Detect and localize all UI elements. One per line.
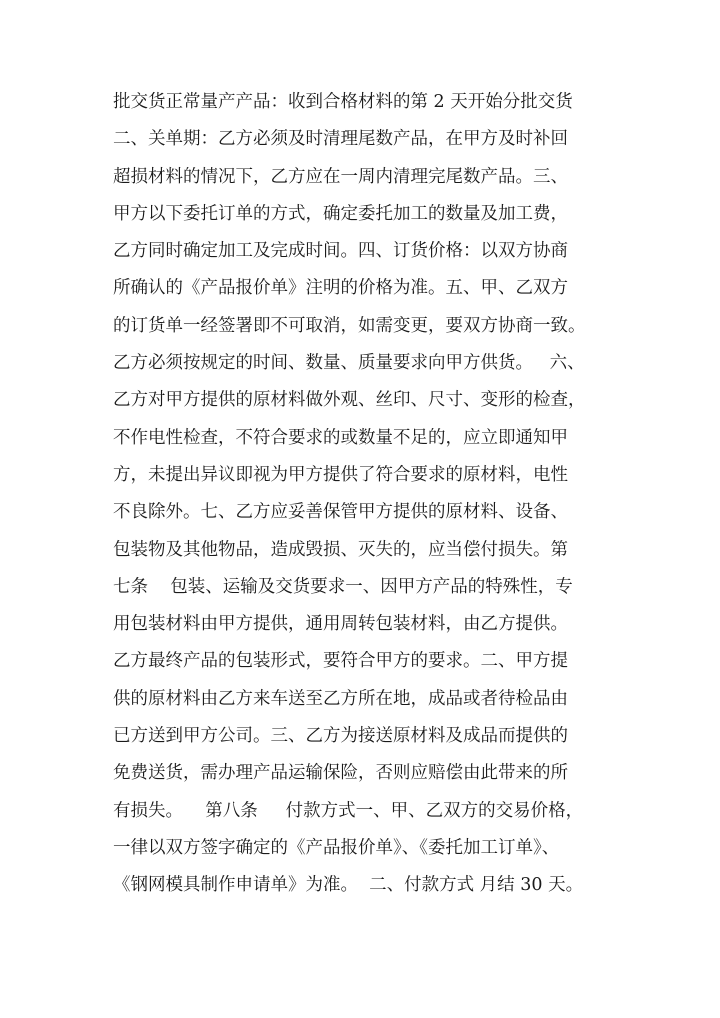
- text-line: 方，未提出异议即视为甲方提供了符合要求的原材料，电性: [113, 464, 568, 485]
- text-line: 用包装材料由甲方提供，通用周转包装材料，由乙方提供。: [113, 614, 568, 635]
- text-line: 超损材料的情况下，乙方应在一周内清理完尾数产品。三、: [113, 166, 568, 187]
- text-line: 二、关单期：乙方必须及时清理尾数产品，在甲方及时补回: [113, 129, 568, 150]
- text-line: 甲方以下委托订单的方式，确定委托加工的数量及加工费，: [113, 203, 568, 224]
- text-line: 供的原材料由乙方来车送至乙方所在地，成品或者待检品由: [113, 688, 568, 709]
- text-line: 包装物及其他物品，造成毁损、灭失的，应当偿付损失。第: [113, 539, 568, 560]
- text-line: 所确认的《产品报价单》注明的价格为准。五、甲、乙双方: [113, 278, 568, 299]
- text-line: 免费送货，需办理产品运输保险，否则应赔偿由此带来的所: [113, 763, 568, 784]
- text-line: 批交货正常量产产品：收到合格材料的第 2 天开始分批交货: [113, 92, 573, 112]
- text-line: 的订货单一经签署即不可取消，如需变更，要双方协商一致。: [113, 315, 586, 336]
- text-line: 《钢网模具制作申请单》为准。 二、付款方式 月结 30 天。: [113, 875, 584, 896]
- text-line: 有损失。 第八条 付款方式一、甲、乙双方的交易价格，: [113, 800, 584, 821]
- text-line: 不作电性检查，不符合要求的或数量不足的，应立即通知甲: [113, 427, 568, 448]
- text-line: 七条 包装、运输及交货要求一、因甲方产品的特殊性，专: [113, 576, 573, 597]
- contract-text-block: [113, 84, 613, 905]
- text-line: 不良除外。七、乙方应妥善保管甲方提供的原材料、设备、: [113, 502, 568, 523]
- text-line: 乙方必须按规定的时间、数量、质量要求向甲方供货。 六、: [113, 353, 585, 374]
- text-line: 乙方最终产品的包装形式，要符合甲方的要求。二、甲方提: [113, 651, 568, 672]
- text-line: 一律以双方签字确定的《产品报价单》、《委托加工订单》、: [113, 837, 560, 858]
- text-line: 乙方对甲方提供的原材料做外观、丝印、尺寸、变形的检查，: [113, 390, 586, 411]
- text-line: 已方送到甲方公司。三、乙方为接送原材料及成品而提供的: [113, 726, 568, 747]
- text-line: 乙方同时确定加工及完成时间。四、订货价格：以双方协商: [113, 241, 568, 262]
